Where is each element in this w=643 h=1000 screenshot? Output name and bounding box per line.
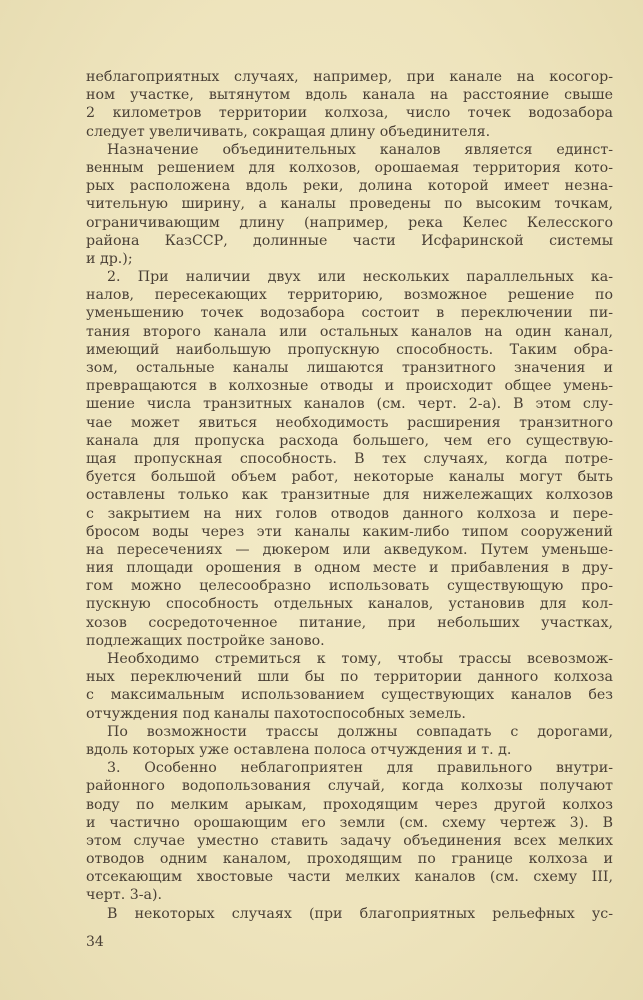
text-line: отчуждения под каналы пахотоспособных земель. bbox=[86, 705, 466, 722]
text-line: с максимальным использованием существующих каналов без bbox=[86, 687, 613, 704]
text-line: гом можно целесообразно использовать существующую про- bbox=[86, 578, 613, 595]
paragraph-start: Необходимо стремиться к тому, чтобы трассы всевозмож- bbox=[107, 651, 613, 667]
text-line: на пересечениях — дюкером или акведуком. Путем уменьше- bbox=[86, 541, 613, 558]
text-line: зом, остальные каналы лишаются транзитного значения и bbox=[86, 360, 613, 376]
text-line: щая пропускная способность. В тех случаях, когда потре- bbox=[86, 450, 613, 467]
paragraph-start: 3. Особенно неблагоприятен для правильного внутри- bbox=[107, 760, 613, 777]
text-line: чае может явиться необходимость расширения транзитного bbox=[86, 414, 613, 431]
text-line: следует увеличивать, сокращая длину объединителя. bbox=[86, 123, 491, 140]
text-line: отсекающим хвостовые части мелких каналов (см. схему III, bbox=[86, 869, 613, 886]
text-line: имеющий наибольшую пропускную способность. Таким обра- bbox=[86, 341, 613, 358]
text-line: ном участке, вытянутом вдоль канала на расстояние свыше bbox=[86, 87, 613, 104]
text-line: ния площади орошения в одном месте и прибавления в дру- bbox=[86, 560, 613, 577]
text-line: канала для пропуска расхода большего, чем его существую- bbox=[86, 432, 613, 449]
text-line: и частично орошающим его земли (см. схему чертеж 3). В bbox=[86, 814, 613, 831]
text-line: рых расположена вдоль реки, долина которой имеет незна- bbox=[86, 178, 613, 195]
text-line: чительную ширину, а каналы проведены по высоким точкам, bbox=[86, 196, 613, 213]
text-line: подлежащих постройке заново. bbox=[86, 632, 325, 649]
text-line: черт. 3-а). bbox=[86, 887, 163, 904]
page-number: 34 bbox=[86, 934, 104, 950]
paragraph-start: В некоторых случаях (при благоприятных рельефных ус- bbox=[107, 905, 613, 922]
paragraph-start: По возможности трассы должны совпадать с дорогами, bbox=[107, 723, 613, 740]
text-line: ных переключений шли бы по территории данного колхоза bbox=[86, 669, 613, 686]
text-line: шение числа транзитных каналов (см. черт. 2-а). В этом слу- bbox=[86, 396, 613, 413]
text-line: буется большой объем работ, некоторые каналы могут быть bbox=[86, 469, 613, 486]
text-line: венным решением для колхозов, орошаемая территория кото- bbox=[86, 159, 613, 176]
paragraph-start: Назначение объединительных каналов является единст- bbox=[107, 141, 613, 158]
text-line: пускную способность отдельных каналов, установив для кол- bbox=[86, 596, 613, 613]
text-line: отводов одним каналом, проходящим по границе колхоза и bbox=[86, 851, 613, 868]
text-line: уменьшению точек водозабора состоит в переключении пи- bbox=[86, 305, 613, 322]
text-line: ограничивающим длину (например, река Келес Келесского bbox=[86, 214, 613, 231]
text-line: района КазССР, долинные части Исфаринской системы bbox=[86, 232, 613, 249]
text-line: с закрытием на них голов отводов данного колхоза и пере- bbox=[86, 505, 613, 522]
text-line: районного водопользования случай, когда колхозы получают bbox=[86, 778, 613, 795]
paragraph-start: 2. При наличии двух или нескольких параллельных ка- bbox=[107, 269, 613, 286]
body-text bbox=[86, 68, 613, 923]
text-line: налов, пересекающих территорию, возможное решение по bbox=[86, 287, 613, 304]
text-line: хозов сосредоточенное питание, при небольших участках, bbox=[86, 614, 613, 631]
text-line: воду по мелким арыкам, проходящим через другой колхоз bbox=[86, 796, 613, 813]
text-line: 2 километров территории колхоза, число точек водозабора bbox=[86, 105, 613, 122]
text-line: бросом воды через эти каналы каким-либо типом сооружений bbox=[86, 523, 613, 540]
text-line: вдоль которых уже оставлена полоса отчуждения и т. д. bbox=[86, 741, 512, 758]
text-line: и др.); bbox=[86, 250, 133, 267]
text-line: тания второго канала или остальных каналов на один канал, bbox=[86, 323, 613, 340]
text-line: неблагоприятных случаях, например, при канале на косогор- bbox=[86, 69, 613, 85]
text-line: этом случае уместно ставить задачу объединения всех мелких bbox=[86, 832, 613, 849]
text-line: превращаются в колхозные отводы и происходит общее умень- bbox=[86, 378, 613, 395]
text-line: оставлены только как транзитные для нижележащих колхозов bbox=[86, 487, 613, 504]
